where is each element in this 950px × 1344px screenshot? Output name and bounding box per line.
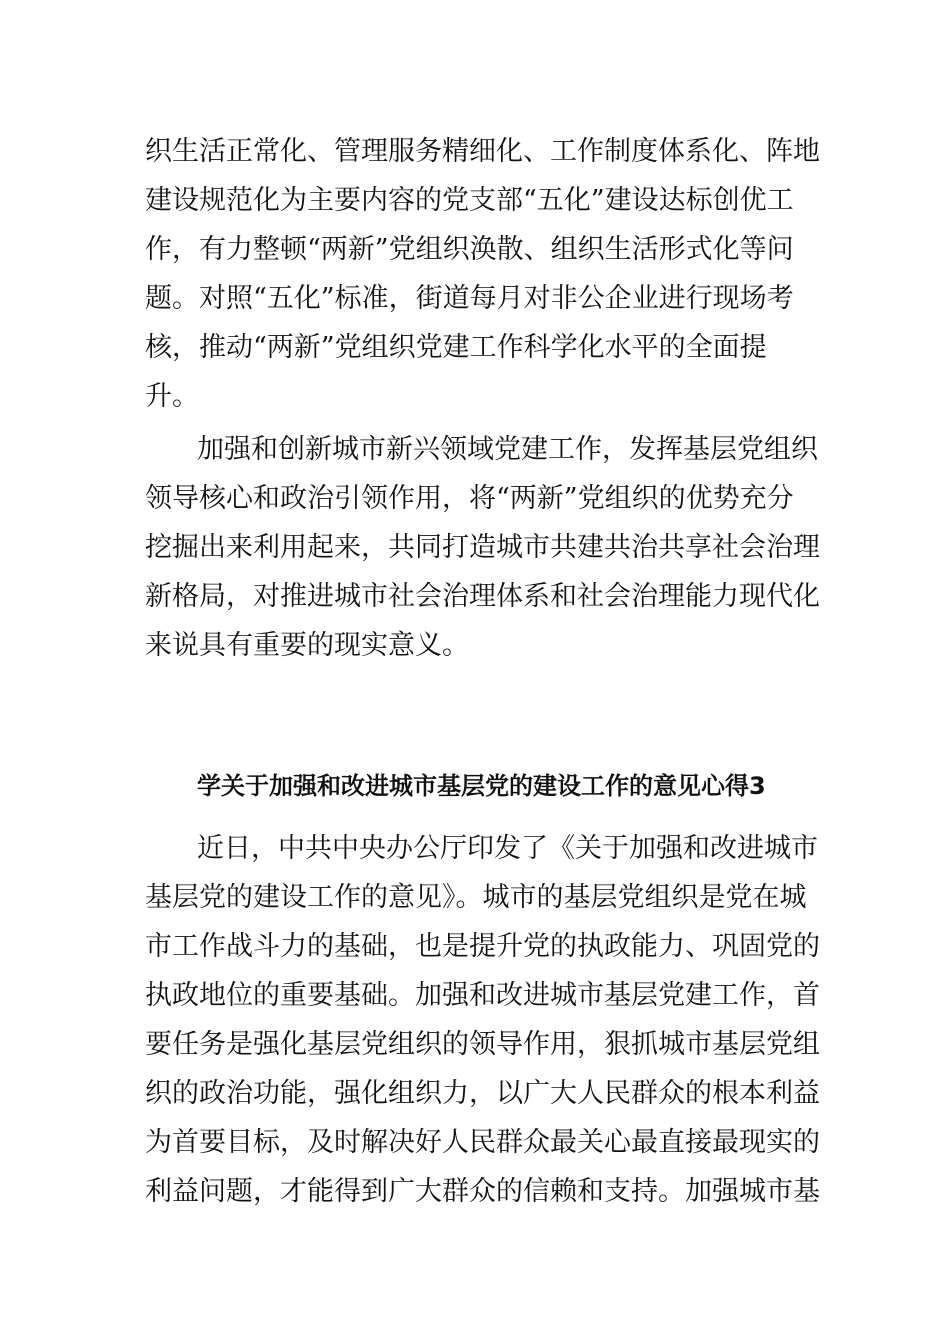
- paragraph1-line-6: 升。: [145, 381, 199, 412]
- paragraph3-line-5: 要任务是强化基层党组织的领导作用，狠抓城市基层党组: [145, 1029, 820, 1060]
- paragraph3-line-7: 为首要目标，及时解决好人民群众最关心最直接最现实的: [145, 1127, 820, 1158]
- paragraph1-line-5: 核，推动“两新”党组织党建工作科学化水平的全面提: [145, 332, 767, 363]
- paragraph3-line-2: 基层党的建设工作的意见》。城市的基层党组织是党在城: [145, 882, 807, 913]
- paragraph1-line-3: 作，有力整顿“两新”党组织涣散、组织生活形式化等问: [145, 234, 794, 265]
- paragraph1-line-1: 织生活正常化、管理服务精细化、工作制度体系化、阵地: [145, 136, 820, 167]
- paragraph3-line-6: 织的政治功能，强化组织力，以广大人民群众的根本利益: [145, 1078, 820, 1109]
- paragraph2-line-3: 挖掘出来利用起来，共同打造城市共建共治共享社会治理: [145, 532, 820, 563]
- paragraph3-line-3: 市工作战斗力的基础，也是提升党的执政能力、巩固党的: [145, 931, 820, 962]
- paragraph3-line-4: 执政地位的重要基础。加强和改进城市基层党建工作，首: [145, 980, 820, 1011]
- section-heading: 学关于加强和改进城市基层党的建设工作的意见心得3: [197, 772, 766, 800]
- paragraph2-line-4: 新格局，对推进城市社会治理体系和社会治理能力现代化: [145, 581, 820, 612]
- paragraph2-line-1: 加强和创新城市新兴领域党建工作，发挥基层党组织: [197, 434, 818, 465]
- paragraph3-line-8: 利益问题，才能得到广大群众的信赖和支持。加强城市基: [145, 1176, 820, 1207]
- paragraph2-line-5: 来说具有重要的现实意义。: [145, 630, 469, 661]
- paragraph3-line-1: 近日，中共中央办公厅印发了《关于加强和改进城市: [197, 833, 818, 864]
- paragraph2-line-2: 领导核心和政治引领作用，将“两新”党组织的优势充分: [145, 483, 794, 514]
- paragraph1-line-4: 题。对照“五化”标准，街道每月对非公企业进行现场考: [145, 283, 794, 314]
- paragraph1-line-2: 建设规范化为主要内容的党支部“五化”建设达标创优工: [145, 185, 794, 216]
